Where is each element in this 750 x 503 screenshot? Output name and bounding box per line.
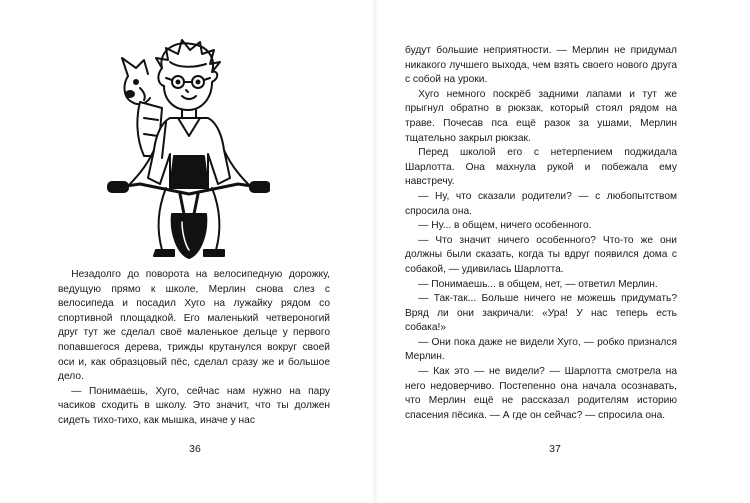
paragraph: — Понимаешь, Хуго, сейчас нам нужно на пару часиков сходить в школу. Это значит, что ты должен сидеть тихо-тихо, как мышка, иначе у нас <box>58 385 330 426</box>
right-page-text <box>405 44 677 423</box>
paragraph: Незадолго до поворота на велосипедную дорожку, ведущую прямо к школе, Мерлин снова слез с велосипеда и посадил Хуго на лужайку рядом со спортивной площадкой. Его маленький четвероногий друг тут же сделал своё маленькое дельце у первого попавшегося дерева, трижды крутанулся вокруг своей оси и, как образцовый пёс, сделал сразу же и большое дело. <box>58 269 330 383</box>
paragraph: Перед школой его с нетерпением поджидала Шарлотта. Она махнула рукой и побежала ему навстречу. <box>405 147 677 188</box>
paragraph: — Они пока даже не видели Хуго, — робко признался Мерлин. <box>405 336 677 363</box>
paragraph: — Понимаешь... в общем, нет, — ответил Мерлин. <box>418 278 658 290</box>
paragraph: — Как это — не видели? — Шарлотта смотрела на него недоверчиво. Постепенно она начала осознавать, что Мерлин ещё не рассказал родителям историю спасения пёсика. — А где он сейчас? — спросила она. <box>405 366 677 421</box>
right-page <box>375 0 750 503</box>
page-number-left: 36 <box>189 443 201 455</box>
boy-on-bicycle-with-dog-in-backpack-illustration <box>100 38 270 260</box>
paragraph: будут большие неприятности. — Мерлин не придумал никакого лучшего выхода, чем взять своего нового друга с собой на уроки. <box>405 45 677 86</box>
paragraph: — Ну... в общем, ничего особенного. <box>418 220 592 232</box>
paragraph: — Что значит ничего особенного? Что-то же они должны были сказать, когда ты вдруг появился дома с собакой, — удивилась Шарлотта. <box>405 234 677 275</box>
left-page-text <box>58 268 330 429</box>
paragraph: Хуго немного поскрёб задними лапами и тут же прыгнул обратно в рюкзак, который стоял рядом на траве. Почесав пса ещё разок за ушами, Мерлин тщательно закрыл рюкзак. <box>405 88 677 144</box>
paragraph: — Так-так... Больше ничего не можешь придумать? Вряд ли они закричали: «Ура! У нас теперь есть собака!» <box>405 293 677 334</box>
paragraph: — Ну, что сказали родители? — с любопытством спросила она. <box>405 190 677 217</box>
page-number-right: 37 <box>549 443 561 455</box>
